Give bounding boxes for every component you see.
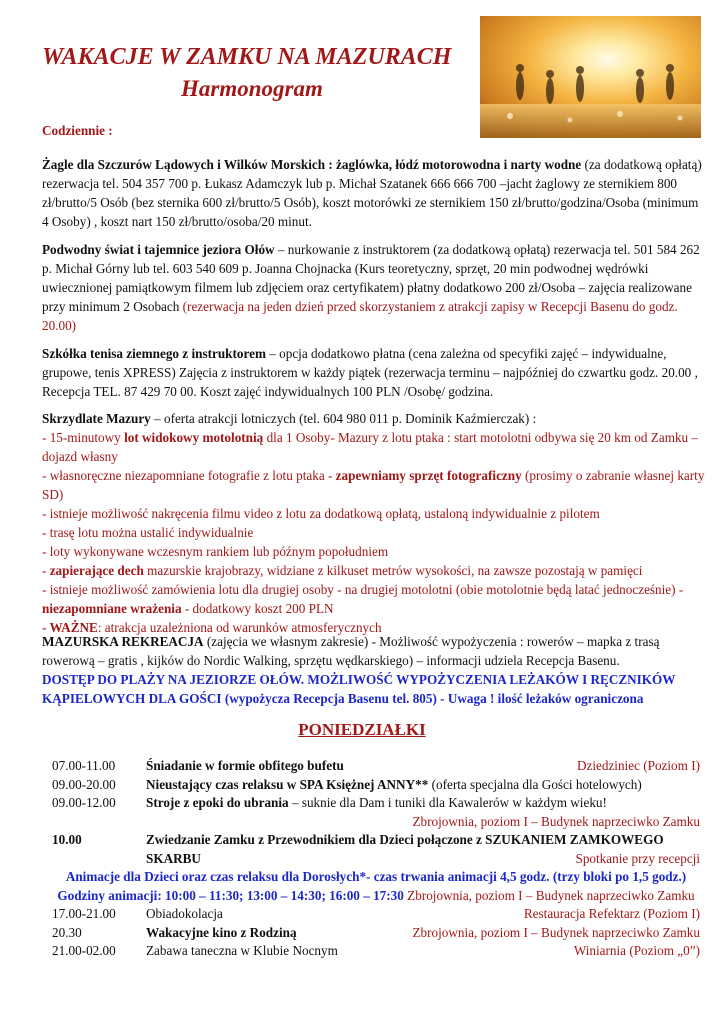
flights-paragraph (42, 409, 706, 637)
diving-text: – nurkowanie z instruktorem (za dodatkową opłatą) rezerwacja tel. 501 584 262 p. Michał Górny lub tel. 603 540 609 p. Joanna Chojnacka (Kurs teoretyczny, sprzęt, 20 min podwodnej wędrówki uwiecznionej pamiątkowym filmem lub zdjęciem oraz certyfikatem) płatny dodatkowo 200 zł/Osoba – zajęcia realizowane przy minimum 2 Osobach (42, 242, 700, 314)
schedule (52, 757, 700, 961)
schedule-location: Zbrojownia, poziom I – Budynek naprzeciwko Zamku (412, 924, 700, 940)
flights-item: - loty wykonywane wczesnym rankiem lub późnym popołudniem (42, 544, 389, 559)
animation-hours: Godziny animacji: 10:00 – 11:30; 13:00 – 14:30; 16:00 – 17:30 Zbrojownia, poziom I – Budynek naprzeciwko Zamku (57, 887, 695, 903)
flights-item: - zapierające dech mazurskie krajobrazy, widziane z kilkuset metrów wysokości, na zawsze pozostają w pamięci (42, 563, 643, 578)
header-photo (480, 16, 701, 138)
sailing-text: (za dodatkową opłatą) rezerwacja tel. 504 357 700 p. Łukasz Adamczyk lub p. Michał Szatanek 666 666 700 –jacht żaglowy ze sternikiem 800 zł/brutto/5 Osób (bez sternika 600 zł/brutto/5 Osób), koszt motorówki ze sternikiem 150 zł/brutto/godzina/Osoba (minimum 4 Osoby) , koszt nart 150 zł/brutto/osoba/20 minut. (42, 157, 702, 229)
tennis-heading: Szkółka tenisa ziemnego z instruktorem (42, 346, 266, 361)
sailing-paragraph (42, 155, 706, 231)
schedule-time: 10.00 (52, 832, 82, 847)
schedule-row (52, 776, 700, 795)
schedule-location: Restauracja Refektarz (Poziom I) (523, 906, 700, 921)
section-heading-mondays: PONIEDZIAŁKI (298, 720, 426, 739)
flights-item: - trasę lotu można ustalić indywidualnie (42, 525, 254, 540)
recreation-heading: MAZURSKA REKREACJA (42, 634, 204, 649)
schedule-activity: Zwiedzanie Zamku z Przewodnikiem dla Dzieci połączone z SZUKANIEM ZAMKOWEGO (146, 832, 664, 847)
page-subtitle: Harmonogram (181, 76, 323, 101)
recreation-paragraph (42, 632, 706, 708)
schedule-activity: Obiadokolacja (146, 906, 223, 921)
schedule-location: Zbrojownia, poziom I – Budynek naprzeciwko Zamku (412, 813, 700, 829)
schedule-row (52, 757, 700, 776)
schedule-row (52, 942, 700, 961)
flights-item: - własnoręczne niezapomniane fotografie z lotu ptaka - zapewniamy sprzęt fotograficzny (prosimy o zabranie własnej karty SD) (42, 468, 705, 502)
recreation-text: (zajęcia we własnym zakresie) - Możliwość wypożyczenia : rowerów – mapka z trasą rowerową – gratis , kijków do Nordic Walking, sprzętu wędkarskiego) – informacji udziela Recepcja Basenu. (42, 634, 660, 668)
flights-item: - istnieje możliwość nakręcenia filmu video z lotu za dodatkową opłatą, ustaloną indywidualnie z pilotem (42, 506, 600, 521)
schedule-time: 21.00-02.00 (52, 943, 116, 958)
schedule-row (52, 850, 700, 869)
schedule-activity: Śniadanie w formie obfitego bufetu (146, 758, 344, 773)
schedule-time: 09.00-12.00 (52, 795, 116, 810)
schedule-location: Spotkanie przy recepcji (575, 850, 700, 866)
tennis-paragraph (42, 344, 706, 401)
schedule-row (52, 794, 700, 813)
schedule-time: 17.00-21.00 (52, 906, 116, 921)
schedule-activity: Zabawa taneczna w Klubie Nocnym (146, 943, 338, 958)
diving-paragraph (42, 240, 706, 335)
schedule-activity-cont: SKARBU (146, 850, 201, 866)
diving-heading: Podwodny świat i tajemnice jeziora Ołów (42, 242, 275, 257)
schedule-time: 07.00-11.00 (52, 758, 116, 773)
schedule-location: Winiarnia (Poziom „0”) (573, 943, 700, 958)
daily-label: Codziennie : (42, 123, 113, 138)
schedule-time: 20.30 (52, 924, 82, 940)
schedule-activity: Wakacyjne kino z Rodziną (146, 924, 297, 940)
tennis-text: – opcja dodatkowo płatna (cena zależna od specyfiki zajęć – indywidualne, grupowe, tenis XPRESS) Zajęcia z instruktorem w każdy piątek (rezerwacja terminu – najpóźniej do czwartku godz. 20.00 , Recepcja TEL. 87 429 70 00. Koszt zajęć indywidualnych 100 PLN /Osobę/ godzina. (42, 346, 698, 399)
beach-notice: DOSTĘP DO PLAŻY NA JEZIORZE OŁÓW. MOŻLIWOŚĆ WYPOŻYCZENIA LEŻAKÓW I RĘCZNIKÓW KĄPIELOWYCH DLA GOŚCI (wypożycza Recepcja Basenu tel. 805) - Uwaga ! ilość leżaków ograniczona (42, 672, 676, 706)
schedule-row (52, 831, 700, 850)
schedule-activity: Nieustający czas relaksu w SPA Księżnej ANNY** (oferta specjalna dla Gości hotelowych) (146, 776, 642, 792)
flights-item: - 15-minutowy lot widokowy motolotnią dla 1 Osoby- Mazury z lotu ptaka : start motolotni odbywa się 20 km od Zamku – dojazd własny (42, 430, 699, 464)
schedule-activity: Stroje z epoki do ubrania – suknie dla Dam i tuniki dla Kawalerów w każdym wieku! (146, 795, 607, 810)
flights-item: - istnieje możliwość zamówienia lotu dla drugiej osoby - na drugiej motolotni (obie motolotnie będą latać jednocześnie) - niezapomniane wrażenia - dodatkowy koszt 200 PLN (42, 582, 684, 616)
schedule-row (52, 905, 700, 924)
schedule-location: Dziedziniec (Poziom I) (576, 758, 700, 773)
schedule-time: 09.00-20.00 (52, 776, 116, 792)
flights-intro: – oferta atrakcji lotniczych (tel. 604 980 011 p. Dominik Kaźmierczak) : (150, 411, 537, 426)
flights-heading: Skrzydlate Mazury (42, 411, 151, 426)
flights-item: - WAŻNE: atrakcja uzależniona od warunków atmosferycznych (42, 620, 382, 635)
page-title: WAKACJE W ZAMKU NA MAZURACH (42, 44, 452, 70)
sailing-heading: Żagle dla Szczurów Lądowych i Wilków Morskich : żaglówka, łódź motorowodna i narty wodne (42, 157, 582, 172)
diving-note: (rezerwacja na jeden dzień przed skorzystaniem z atrakcji zapisy w Recepcji Basenu do godz. 20.00) (42, 299, 678, 333)
schedule-row (52, 813, 700, 832)
animation-info: Animacje dla Dzieci oraz czas relaksu dla Dorosłych*- czas trwania animacji 4,5 godz. (trzy bloki po 1,5 godz.) (65, 869, 687, 884)
schedule-row (52, 924, 700, 943)
